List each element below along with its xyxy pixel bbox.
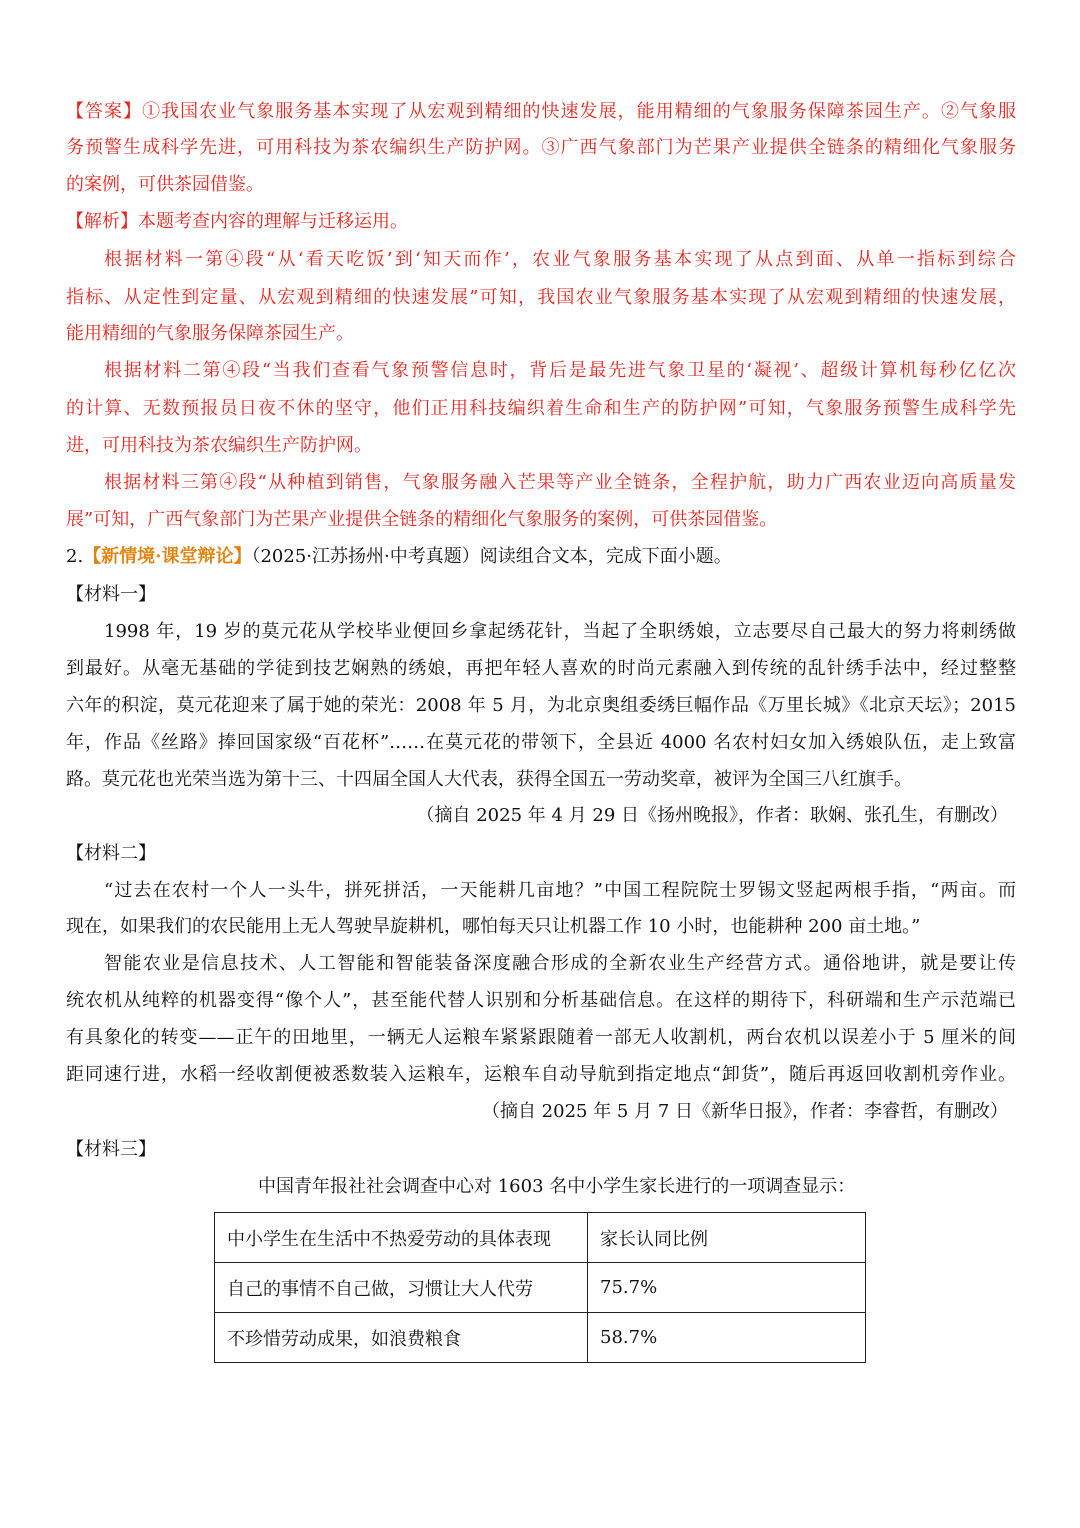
answer-line-1: 【答案】①我国农业气象服务基本实现了从宏观到精细的快速发展，能用精细的气象服务保障茶园生产。②气象服 xyxy=(66,101,1016,122)
material-3-heading: 【材料三】 xyxy=(66,1139,156,1160)
table-cell-behavior: 不珍惜劳动成果，如浪费粮食 xyxy=(215,1313,588,1363)
analysis-p2-line-2: 的计算、无数预报员日夜不休的坚守，他们正用科技编织着生命和生产的防护网”可知，气象服务预警生成科学先 xyxy=(66,398,1016,419)
material-1-line-4: 年，作品《丝路》捧回国家级“百花杯”……在莫元花的带领下，全县近 4000 名农村妇女加入绣娘队伍，走上致富 xyxy=(66,732,1016,753)
material-3-caption: 中国青年报社社会调查中心对 1603 名中小学生家长进行的一项调查显示： xyxy=(258,1176,856,1197)
question-tag: 【新情境·课堂辩论】 xyxy=(83,546,252,567)
table-cell-behavior: 自己的事情不自己做，习惯让大人代劳 xyxy=(215,1263,588,1313)
analysis-p1-line-1: 根据材料一第④段“从‘看天吃饭’到‘知天而作’，农业气象服务基本实现了从点到面、从单一指标到综合 xyxy=(104,249,1016,270)
material-1-line-3: 六年的积淀，莫元花迎来了属于她的荣光：2008 年 5 月，为北京奥组委绣巨幅作品《万里长城》《北京天坛》；2015 xyxy=(66,695,1016,716)
answer-line-3: 的案例，可供茶园借鉴。 xyxy=(66,174,264,195)
analysis-p1-line-3: 能用精细的气象服务保障茶园生产。 xyxy=(66,323,354,344)
question-number: 2. xyxy=(66,546,84,567)
material-1-citation: （摘自 2025 年 4 月 29 日《扬州晚报》，作者：耿娴、张孔生，有删改） xyxy=(416,805,1008,826)
analysis-intro: 【解析】本题考查内容的理解与迁移运用。 xyxy=(66,211,408,232)
material-2-p2-line-1: 智能农业是信息技术、人工智能和智能装备深度融合形成的全新农业生产经营方式。通俗地讲，就是要让传 xyxy=(104,953,1016,974)
question-2-heading xyxy=(66,543,1016,571)
analysis-p3-line-1: 根据材料三第④段“从种植到销售，气象服务融入芒果等产业全链条，全程护航，助力广西农业迈向高质量发 xyxy=(104,472,1016,493)
answer-label: 【答案】 xyxy=(66,101,143,122)
material-1-line-2: 到最好。从毫无基础的学徒到技艺娴熟的绣娘，再把年轻人喜欢的时尚元素融入到传统的乱针绣手法中，经过整整 xyxy=(66,658,1016,679)
material-1-line-5: 路。莫元花也光荣当选为第十三、十四届全国人大代表，获得全国五一劳动奖章，被评为全国三八红旗手。 xyxy=(66,769,912,790)
material-2-p2-line-2: 统农机从纯粹的机器变得“像个人”，甚至能代替人识别和分析基础信息。在这样的期待下，科研端和生产示范端已 xyxy=(66,990,1016,1011)
analysis-p2-line-1: 根据材料二第④段“当我们查看气象预警信息时，背后是最先进气象卫星的‘凝视’、超级计算机每秒亿亿次 xyxy=(104,360,1016,381)
material-2-p2-line-4: 距同速行进，水稻一经收割便被悉数装入运粮车，运粮车自动导航到指定地点“卸货”，随后再返回收割机旁作业。 xyxy=(66,1064,1016,1085)
table-header-row xyxy=(215,1213,866,1263)
material-1-line-1: 1998 年，19 岁的莫元花从学校毕业便回乡拿起绣花针，当起了全职绣娘，立志要尽自己最大的努力将刺绣做 xyxy=(104,621,1016,642)
analysis-p3-line-2: 展”可知，广西气象部门为芒果产业提供全链条的精细化气象服务的案例，可供茶园借鉴。 xyxy=(66,509,778,530)
survey-table xyxy=(214,1212,866,1363)
table-row xyxy=(215,1313,866,1363)
material-2-p1-line-2: 现在，如果我们的农民能用上无人驾驶旱旋耕机，哪怕每天只让机器工作 10 小时，也能耕种 200 亩土地。” xyxy=(66,916,921,937)
material-1-heading: 【材料一】 xyxy=(66,584,156,605)
material-2-p1-line-1: “过去在农村一个人一头牛，拼死拼活，一天能耕几亩地？”中国工程院院士罗锡文竖起两根手指，“两亩。而 xyxy=(104,880,1016,901)
material-2-p2-line-3: 有具象化的转变——正午的田地里，一辆无人运粮车紧紧跟随着一部无人收割机，两台农机以误差小于 5 厘米的间 xyxy=(66,1027,1016,1048)
table-header-behavior: 中小学生在生活中不热爱劳动的具体表现 xyxy=(215,1213,588,1263)
analysis-p2-line-3: 进，可用科技为茶农编织生产防护网。 xyxy=(66,435,372,456)
question-instruction: 阅读组合文本，完成下面小题。 xyxy=(479,546,732,567)
question-source: （2025·江苏扬州·中考真题） xyxy=(251,546,480,567)
table-row xyxy=(215,1263,866,1313)
table-header-ratio: 家长认同比例 xyxy=(588,1213,866,1263)
table-cell-ratio: 75.7% xyxy=(588,1263,866,1313)
answer-line-2: 务预警生成科学先进，可用科技为茶农编织生产防护网。③广西气象部门为芒果产业提供全链条的精细化气象服务 xyxy=(66,137,1016,158)
material-2-heading: 【材料二】 xyxy=(66,843,156,864)
analysis-p1-line-2: 指标、从定性到定量、从宏观到精细的快速发展”可知，我国农业气象服务基本实现了从宏观到精细的快速发展， xyxy=(66,287,1016,308)
material-2-citation: （摘自 2025 年 5 月 7 日《新华日报》，作者：李睿哲，有删改） xyxy=(481,1101,1008,1122)
table-cell-ratio: 58.7% xyxy=(588,1313,866,1363)
analysis-label: 【解析】 xyxy=(66,211,138,232)
